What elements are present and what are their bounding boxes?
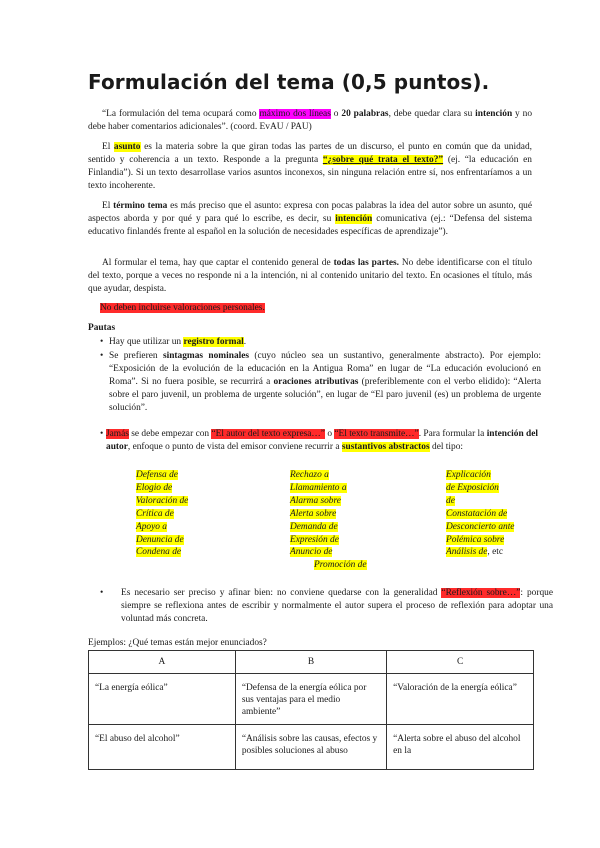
- abstract-nouns-col-2: [290, 469, 367, 572]
- text-run: , debe quedar clara su: [388, 109, 476, 119]
- noun-item: Denuncia de: [136, 534, 184, 545]
- noun-item: Valoración de: [136, 495, 189, 506]
- bullet-item: [100, 428, 538, 454]
- text-run: es la materia sobre la que giran todas las partes de un discurso, el punto en común que da unidad, sentido y coherencia a un texto. Responde a la pregunta: [88, 142, 532, 165]
- highlight-red: “Reflexión sobre…”: [441, 588, 521, 598]
- examples-table: [88, 650, 534, 770]
- text-run: “La formulación del tema ocupará como: [102, 109, 260, 119]
- text-run: y no debe haber comentarios adicionales”. (coord. EvAU / PAU): [88, 109, 533, 132]
- highlight-red: “El autor del texto expresa…”: [211, 429, 325, 439]
- bold-run: intención: [475, 109, 513, 119]
- noun-item: Elogio de: [136, 482, 173, 493]
- noun-item: Demanda de: [290, 521, 338, 532]
- formular-paragraph: [88, 257, 532, 296]
- bold-run: oraciones atributivas: [273, 376, 359, 387]
- bullet-icon: •: [100, 588, 104, 598]
- highlight-yellow: intención: [335, 213, 373, 224]
- noun-item: Polémica sobre: [446, 534, 505, 545]
- text-run: , enfoque o punto de vista del emisor conviene recurrir a: [127, 441, 342, 452]
- noun-item: de Exposición: [446, 482, 499, 493]
- column-header: A: [89, 651, 236, 674]
- table-cell: “Defensa de la energía eólica por sus ventajas para el medio ambiente”: [235, 674, 386, 725]
- noun-item: Llamamiento a: [290, 482, 347, 493]
- text-run: (cuyo núcleo sea un sustantivo, generalmente abstracto). Por ejemplo: “Exposición de la evolución de la educación en la Antigua Roma” en lugar de “La educación evolucionó en Roma”. Si no fuera posible, se recurrirá a: [109, 351, 541, 387]
- highlight-yellow: sustantivos abstractos: [341, 441, 430, 452]
- pautas-heading: Pautas: [88, 323, 116, 333]
- text-run: No debe identificarse con el título del texto, porque a veces no responde ni a la intención, ni al contenido unitario del texto. En ocasiones el título, más que ayudar, despista.: [88, 258, 533, 294]
- text-run: . Para formular la: [418, 429, 487, 439]
- bold-run: término tema: [113, 201, 168, 211]
- column-header: C: [387, 651, 534, 674]
- highlight-yellow: asunto: [113, 142, 141, 152]
- quote-paragraph: [88, 108, 532, 134]
- text-run: o: [324, 429, 335, 439]
- abstract-nouns-col-3: [446, 469, 514, 559]
- noun-item: Alerta sobre: [290, 508, 337, 519]
- highlight-red: Jamás: [106, 429, 129, 439]
- warning-line: [100, 302, 265, 315]
- termino-paragraph: [88, 200, 532, 239]
- text-run: o: [330, 109, 342, 119]
- table-cell: “Análisis sobre las causas, efectos y posibles soluciones al abuso: [235, 725, 386, 770]
- bullet-icon: •: [100, 429, 104, 439]
- text-run: Hay que utilizar un: [109, 337, 184, 347]
- text-run: (ej. “la educación en Finlandia”). Si un texto desarrollase varios asuntos inconexos, sin ninguna relación entre sí, nos enfrentaríamos a un texto incoherente.: [88, 154, 532, 191]
- page-title: Formulación del tema (0,5 puntos).: [88, 70, 490, 94]
- bold-run: 20 palabras: [341, 109, 389, 119]
- noun-item: Anuncio de: [290, 547, 333, 558]
- noun-item: Análisis de: [446, 547, 488, 558]
- examples-heading: Ejemplos: ¿Qué temas están mejor enunciados?: [88, 638, 267, 648]
- noun-item: Defensa de: [136, 470, 178, 480]
- noun-item: Constatación de: [446, 508, 508, 519]
- column-header: B: [235, 651, 386, 674]
- text-run: Al formular el tema, hay que captar el contenido general de: [102, 258, 334, 268]
- table-cell: “La energía eólica”: [89, 674, 236, 725]
- noun-item: Expresión de: [290, 534, 339, 545]
- text-run: comunicativa (ej.: “Defensa del sistema educativo finlandés frente al español en la solución de necesidades específicas de aprendizaje”).: [88, 213, 532, 237]
- bullet-item: [100, 336, 541, 349]
- table-cell: “Alerta sobre el abuso del alcohol en la: [387, 725, 534, 770]
- bullet-icon: •: [100, 337, 104, 347]
- text-run: : porque siempre se reflexiona antes de escribir y normalmente el autor supera el proceso de reflexión para adoptar una voluntad más concreta.: [121, 588, 553, 624]
- text-run: .: [243, 337, 247, 347]
- highlight-yellow: registro formal: [183, 337, 244, 347]
- asunto-paragraph: [88, 141, 532, 193]
- noun-item: Promoción de: [314, 560, 367, 571]
- noun-item: Rechazo a: [290, 470, 329, 480]
- text-run: El: [102, 201, 114, 211]
- text-run: es más preciso que el asunto: expresa con pocas palabras la idea del autor sobre un asunto, qué aspectos aborda y por qué y para qué lo escribe, es decir, su: [88, 201, 532, 224]
- text-run: El: [102, 142, 114, 152]
- noun-item: Crítica de: [136, 508, 174, 519]
- text-run: , etc: [487, 547, 504, 558]
- table-header-row: [89, 651, 534, 674]
- noun-item: de: [446, 495, 455, 506]
- bold-run: todas las partes.: [333, 258, 400, 268]
- table-cell: “El abuso del alcohol”: [89, 725, 236, 770]
- highlight-yellow: “¿sobre qué trata el texto?”: [322, 154, 444, 165]
- bullet-item: [100, 587, 553, 626]
- table-row: [89, 674, 534, 725]
- highlight-red: “El texto transmite…”: [334, 429, 419, 439]
- table-row: [89, 725, 534, 770]
- noun-item: Condena de: [136, 547, 182, 558]
- bullet-item: [100, 350, 541, 415]
- noun-item: Alarma sobre: [290, 495, 341, 506]
- noun-item: Apoyo a: [136, 521, 167, 532]
- abstract-nouns-col-1: [136, 469, 188, 559]
- noun-item: Desconcierto ante: [446, 521, 515, 532]
- highlight-magenta: máximo dos líneas: [259, 109, 331, 119]
- bullet-icon: •: [100, 351, 104, 361]
- text-run: Se prefieren: [109, 351, 163, 361]
- text-run: del tipo:: [429, 441, 463, 452]
- text-run: Es necesario ser preciso y afinar bien: no conviene quedarse con la generalidad: [121, 588, 442, 598]
- bold-run: sintagmas nominales: [162, 351, 250, 361]
- highlight-red: No deben incluirse valoraciones personales.: [100, 303, 265, 313]
- noun-item: Explicación: [446, 470, 491, 480]
- text-run: (preferiblemente con el verbo elidido): “Alerta sobre el paro juvenil, un problema de urgente solución”, en lugar de “El paro juvenil (es) un problema de urgente solución”.: [109, 376, 541, 413]
- table-cell: “Valoración de la energía eólica”: [387, 674, 534, 725]
- text-run: se debe empezar con: [128, 429, 212, 439]
- bold-run: intención del autor: [106, 429, 538, 452]
